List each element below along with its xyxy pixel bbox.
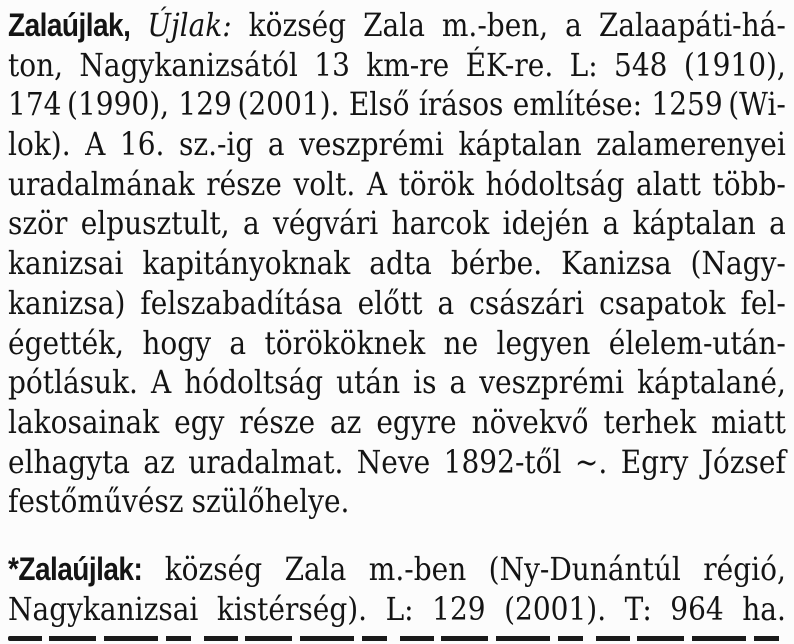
word: terhek [603,402,697,441]
word: veszprémi [299,125,444,164]
word: zalamerenyei [596,125,786,164]
word: után [336,363,401,402]
word: élelem-után- [608,323,786,362]
word: legyen [496,323,591,362]
word: 13 [314,45,350,84]
word: festőművész [8,482,184,521]
text-block [8,6,786,629]
word: 174 (1990), [8,85,170,124]
entry-paragraph-secondary [8,550,786,629]
word: József [701,442,786,481]
text-line [8,482,786,522]
word: Nagykanizsától [79,45,298,84]
clipped-next-line-top [8,636,786,641]
word: Első [348,85,410,124]
word: az [329,402,362,441]
word: 16. [119,125,165,164]
word: (Ny-Dunántúl [488,549,681,588]
word: előtt [357,283,423,322]
word: Zalaapáti-há- [598,6,786,44]
word: császári [469,283,585,322]
word: uradalmának [8,164,195,203]
text-line [8,6,786,46]
word: Zala [363,6,425,44]
word: több- [712,164,786,203]
word: török [398,164,474,203]
text-line [8,85,786,125]
word: elhagyta [8,442,130,481]
word: Zala [284,549,347,588]
word: 129 (2001). [178,85,340,124]
word: említése: [512,85,643,124]
word: kapitányoknak [142,244,351,283]
word: a [229,323,247,362]
word: L: [385,589,414,628]
word: 548 [614,45,668,84]
word: (Nagy- [690,244,786,283]
word: 1259 (Wi- [651,85,786,124]
word: törököknek [264,323,426,362]
word: kanizsai [8,244,124,283]
word: volt. [293,164,356,203]
word: hódoltság [485,164,625,203]
text-line [8,363,786,403]
word: káptalan [458,125,582,164]
word: ~. [574,442,608,481]
word: növekvő [471,402,589,441]
word: község [164,549,263,588]
word: ha. [742,589,786,628]
word: pótlásuk. [8,363,138,402]
word: írásos [418,85,504,124]
word: felszabadítása [140,283,343,322]
word: csapatok [599,283,726,322]
text-line [8,324,786,364]
word: (2001). [504,589,607,628]
word: a [769,204,786,243]
word: része [239,402,316,441]
word: hódoltság [184,363,324,402]
word: kanizsa) [8,283,126,322]
word: adta [369,244,432,283]
word: Egry [620,442,689,481]
word: régió, [703,549,786,588]
word: Nagykanizsai [8,589,199,628]
word: alatt [636,164,701,203]
text-line [8,403,786,443]
word: fel- [740,283,786,322]
text-line [8,204,786,244]
word: a [602,204,620,243]
word: egy [174,402,225,441]
word: veszprémi [479,363,625,402]
word: ton, [8,45,64,84]
word: az [143,442,175,481]
text-line [8,284,786,324]
entry-paragraph-main [8,6,786,522]
text-line [8,550,786,590]
word: egyre [376,402,457,441]
word: elpusztult, [80,204,230,243]
word: hogy [142,323,212,362]
word: m.-ben, [441,6,549,44]
word: (1910), [683,45,786,84]
text-line [8,165,786,205]
word: ször [8,204,68,243]
word: harcok [391,204,490,243]
word: a [437,283,455,322]
word: sz.-ig [178,125,254,164]
word: is [413,363,437,402]
entry-headword: *Zalaújlak: [8,550,143,587]
text-line [8,46,786,86]
word: bérbe. [450,244,543,283]
word: 964 [670,589,724,628]
word: A [85,125,106,164]
word: T: [624,589,652,628]
word: 129 [432,589,486,628]
word: Neve [356,442,431,481]
word: kistérség). [216,589,368,628]
word: A [150,363,172,402]
word: végvári [273,204,379,243]
word: a [449,363,467,402]
word: káptalan [632,204,756,243]
text-line [8,590,786,630]
word: égették, [8,323,125,362]
text-line [8,443,786,483]
word: m.-ben [368,549,467,588]
word: 1892-től [443,442,562,481]
word: lok). [8,125,71,164]
word: idején [502,204,590,243]
word: L: [569,45,598,84]
word: A [366,164,388,203]
text-line [8,244,786,284]
word: község [248,6,347,44]
word: a [565,6,582,44]
word: ne [443,323,479,362]
word: Kanizsa [561,244,672,283]
word: ÉK-re. [465,45,554,84]
word: a [267,125,285,164]
entry-headword: Zalaújlak, [8,7,131,43]
word: lakosainak [8,402,160,441]
word: a [243,204,260,243]
word: km-re [366,45,450,84]
variant-name-italic: Újlak: [147,6,232,44]
word: része [206,164,282,203]
text-line [8,125,786,165]
word: szülőhelye. [191,482,350,521]
word: uradalmat. [188,442,344,481]
word: miatt [711,402,786,441]
word: káptalané, [637,363,786,402]
